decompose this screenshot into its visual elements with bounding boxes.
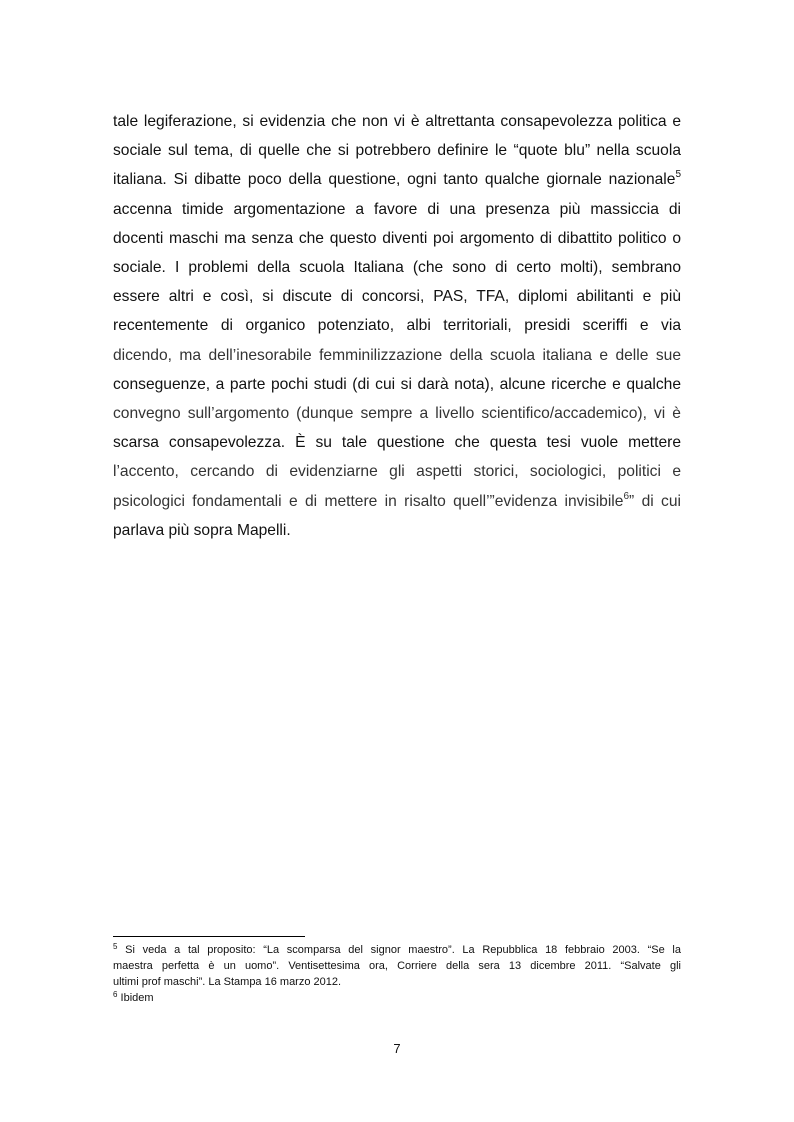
- text-line: accenna timide argomentazione a favore di una presenza più massiccia di: [113, 200, 681, 218]
- body-paragraph: [113, 107, 681, 545]
- text-line: dicendo, ma dell’inesorabile femminilizzazione della scuola italiana e delle sue: [113, 346, 681, 364]
- footnote-text: Ibidem: [120, 992, 154, 1004]
- text-line: [113, 165, 681, 194]
- text-line: sociale. I problemi della scuola Italiana (che sono di certo molti), sembrano: [113, 259, 681, 277]
- text-line: l’accento, cercando di evidenziarne gli aspetti storici, sociologici, politici e: [113, 463, 681, 481]
- footnote-mark-6: 6: [113, 990, 118, 999]
- footnotes: [113, 942, 681, 1006]
- footnote-6-line: [113, 990, 681, 1006]
- text-line: parlava più sopra Mapelli.: [113, 521, 291, 539]
- footnote-separator: [113, 936, 305, 937]
- page-number: 7: [393, 1041, 401, 1056]
- footnote-5-line: maestra perfetta è un uomo”. Ventisettesima ora, Corriere della sera 13 dicembre 2011. “Salvate gli: [113, 960, 681, 972]
- text-segment: italiana. Si dibatte poco della questione, ogni tanto qualche giornale nazionale: [113, 171, 676, 189]
- footnote-5-line: ultimi prof maschi”. La Stampa 16 marzo 2012.: [113, 976, 342, 988]
- text-line: scarsa consapevolezza. È su tale questione che questa tesi vuole mettere: [113, 434, 681, 452]
- footnote-ref-6[interactable]: 6: [623, 490, 630, 502]
- text-line: conseguenze, a parte pochi studi (di cui si darà nota), alcune ricerche e qualche: [113, 375, 681, 393]
- footnote-text: Si veda a tal proposito: “La scomparsa del signor maestro”. La Repubblica 18 febbraio 2003. “Se la: [125, 944, 681, 956]
- text-segment: psicologici fondamentali e di mettere in risalto quell’”evidenza invisibile: [113, 492, 624, 510]
- text-segment: ” di cui: [629, 492, 681, 510]
- text-line: recentemente di organico potenziato, albi territoriali, presidi sceriffi e via: [113, 317, 681, 335]
- text-line: essere altri e così, si discute di concorsi, PAS, TFA, diplomi abilitanti e più: [113, 288, 681, 306]
- text-line: convegno sull’argomento (dunque sempre a livello scientifico/accademico), vi è: [113, 405, 681, 423]
- text-line: [113, 487, 681, 516]
- text-line: docenti maschi ma senza che questo diventi poi argomento di dibattito politico o: [113, 229, 681, 247]
- footnote-mark-5: 5: [113, 942, 118, 951]
- text-line: sociale sul tema, di quelle che si potrebbero definire le “quote blu” nella scuola: [113, 142, 681, 160]
- footnote-ref-5[interactable]: 5: [675, 169, 681, 181]
- footnote-5-line: [113, 942, 681, 958]
- text-line: tale legiferazione, si evidenzia che non vi è altrettanta consapevolezza politica e: [113, 113, 681, 130]
